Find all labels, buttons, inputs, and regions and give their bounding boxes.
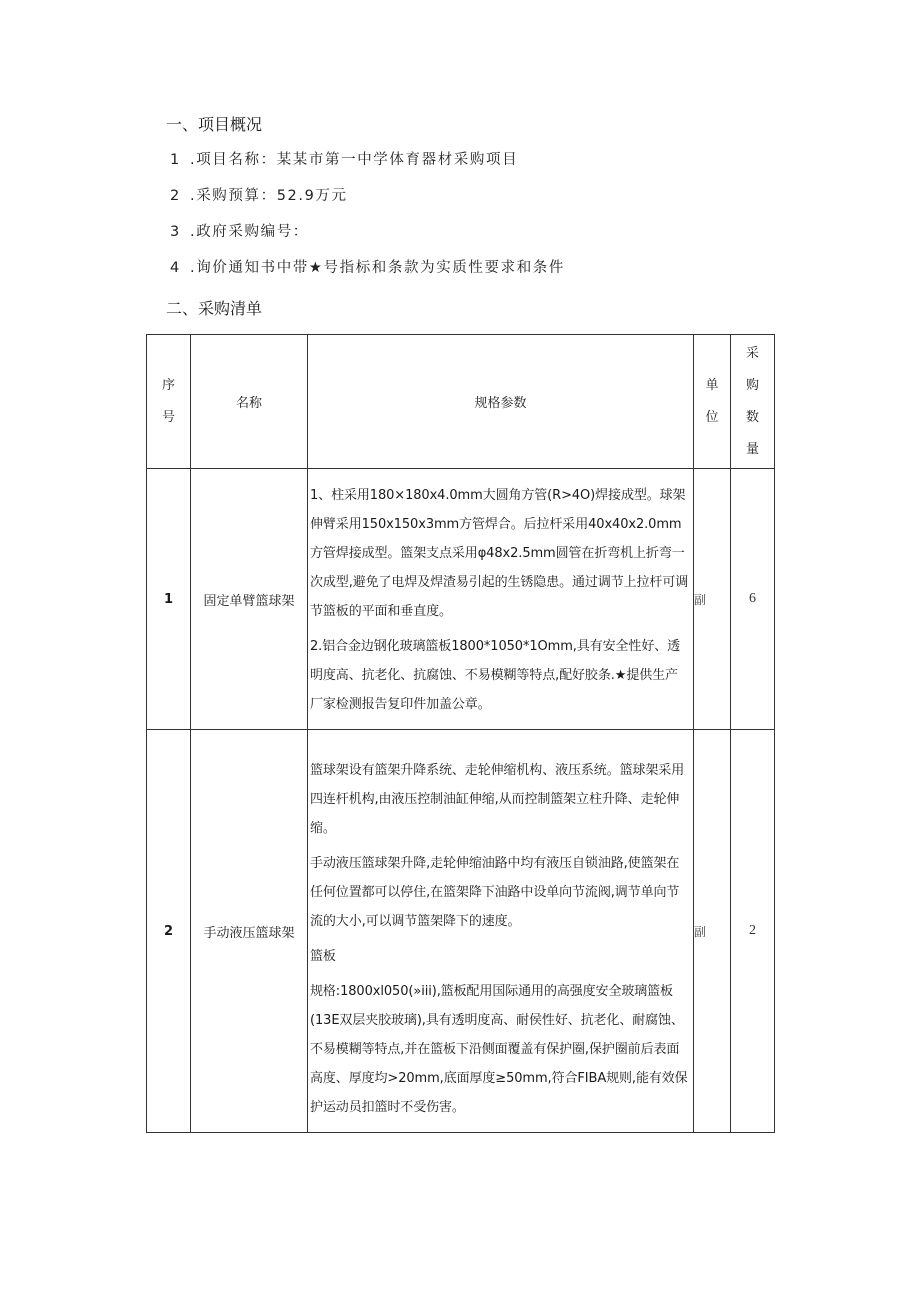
row-seq: 2 xyxy=(147,730,191,1133)
item-number: 1 xyxy=(170,152,181,168)
header-qty-char: 数 xyxy=(745,409,759,425)
table-row xyxy=(147,730,775,1133)
spec-paragraph: 篮球架设有篮架升降系统、走轮伸缩机构、液压系统。篮球架采用四连杆机构,由液压控制油缸伸缩,从而控制篮架立柱升降、走轮伸缩。 xyxy=(310,763,685,836)
item-text: .政府采购编号： xyxy=(190,224,309,240)
spec-paragraph: 2.铝合金边钢化玻璃篮板1800*1050*1Omm,具有安全性好、透明度高、抗老化、抗腐蚀、不易模糊等特点,配好胶条.★提供生产厂家检测报告复印件加盖公章。 xyxy=(310,639,681,712)
budget-line xyxy=(170,184,348,205)
project-name-line xyxy=(170,148,518,169)
header-qty xyxy=(731,335,775,469)
procurement-number-line xyxy=(170,220,309,241)
header-seq-char: 号 xyxy=(161,409,175,425)
header-qty-char: 量 xyxy=(745,441,759,457)
item-text: .询价通知书中带★号指标和条款为实质性要求和条件 xyxy=(190,260,566,276)
section-title-overview: 一、项目概况 xyxy=(166,115,263,134)
spec-paragraph: 规格:1800xl050(»iii),篮板配用国际通用的高强度安全玻璃篮板(13E双层夹胶玻璃),具有透明度高、耐侯性好、抗老化、耐腐蚀、不易模糊等特点,并在篮板下沿侧面覆盖有保护圈,保护圈前后表面高度、厚度均>20mm,底面厚度≥50mm,符合FIBA规则,能有效保护运动员扣篮时不受伤害。 xyxy=(310,984,688,1115)
item-number: 3 xyxy=(170,224,181,240)
row-spec xyxy=(308,469,694,730)
row-name: 固定单臂篮球架 xyxy=(191,469,308,730)
spec-paragraph: 1、柱采用180×180x4.0mm大圆角方管(R>4O)焊接成型。球架伸臂采用150x150x3mm方管焊合。后拉杆采用40x40x2.0mm方管焊接成型。篮架支点采用φ48x2.5mm圆管在折弯机上折弯一次成型,避免了电焊及焊渣易引起的生锈隐患。通过调节上拉杆可调节篮板的平面和垂直度。 xyxy=(310,488,689,619)
header-unit xyxy=(694,335,731,469)
header-qty-char: 采 xyxy=(745,345,759,361)
row-unit: 副 xyxy=(694,469,731,730)
item-text: .采购预算：52.9万元 xyxy=(190,188,348,204)
header-unit-char: 位 xyxy=(705,409,719,425)
row-spec xyxy=(308,730,694,1133)
row-seq: 1 xyxy=(147,469,191,730)
row-unit: 副 xyxy=(694,730,731,1133)
requirements-line xyxy=(170,256,565,277)
procurement-table xyxy=(146,334,775,1133)
header-name: 名称 xyxy=(191,335,308,469)
spec-paragraph: 手动液压篮球架升降,走轮伸缩油路中均有液压自锁油路,使篮架在任何位置都可以停住,在篮架降下油路中设单向节流阀,调节单向节流的大小,可以调节篮架降下的速度。 xyxy=(310,856,680,929)
header-qty-char: 购 xyxy=(745,377,759,393)
item-number: 4 xyxy=(170,260,181,276)
table-row xyxy=(147,469,775,730)
item-number: 2 xyxy=(170,188,181,204)
section-title-procurement-list: 二、采购清单 xyxy=(166,299,263,318)
row-qty: 2 xyxy=(731,730,775,1133)
item-text: .项目名称：某某市第一中学体育器材采购项目 xyxy=(190,152,519,168)
spec-paragraph: 篮板 xyxy=(310,949,336,964)
table-header-row xyxy=(147,335,775,469)
header-seq xyxy=(147,335,191,469)
header-spec: 规格参数 xyxy=(308,335,694,469)
row-qty: 6 xyxy=(731,469,775,730)
row-name: 手动液压篮球架 xyxy=(191,730,308,1133)
header-unit-char: 单 xyxy=(705,377,719,393)
header-seq-char: 序 xyxy=(161,377,175,393)
